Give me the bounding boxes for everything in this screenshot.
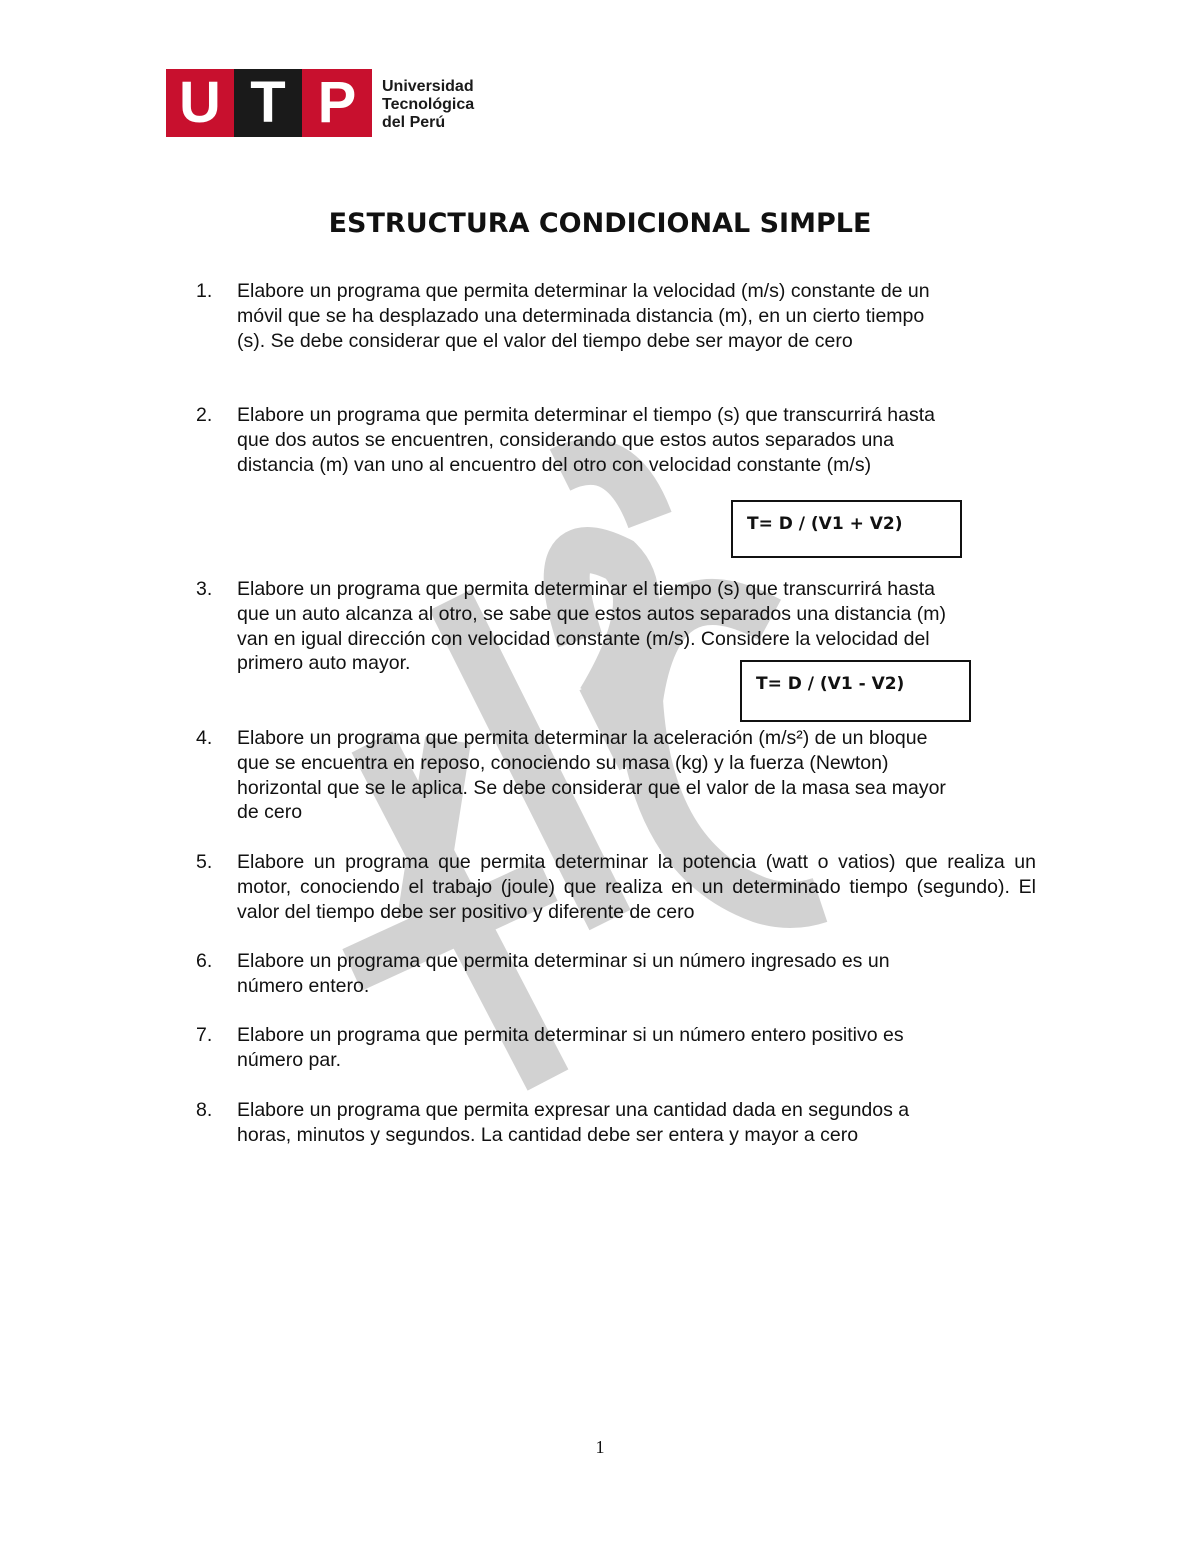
item-number: 3. (196, 578, 213, 600)
logo-name-line: Universidad (382, 78, 474, 95)
item-line: primero auto mayor. (237, 652, 411, 675)
logo-name-line: del Perú (382, 114, 446, 131)
formula-box-encounter: T= D / (V1 + V2) (731, 500, 962, 558)
item-text (237, 279, 1036, 353)
item-line: Elabore un programa que permita determinar si un número ingresado es un (237, 950, 890, 972)
item-text (237, 1023, 1036, 1073)
item-number: 8. (196, 1099, 213, 1121)
exercise-item-5 (196, 850, 1036, 924)
item-line: Elabore un programa que permita expresar una cantidad dada en segundos a (237, 1099, 910, 1121)
page-number: 1 (595, 1437, 605, 1457)
item-text (237, 403, 1036, 477)
logo-university-name (382, 78, 474, 132)
item-number: 1. (196, 280, 213, 302)
item-number: 6. (196, 950, 213, 972)
item-line: número entero. (237, 974, 370, 997)
item-number: 5. (196, 851, 213, 873)
item-text (237, 1098, 1036, 1148)
item-line: móvil que se ha desplazado una determinada distancia (m), en un cierto tiempo (237, 304, 925, 327)
item-number: 2. (196, 404, 213, 426)
exercise-item-2 (196, 403, 1036, 477)
item-number: 7. (196, 1024, 213, 1046)
item-text: Elabore un programa que permita determinar la potencia (watt o vatios) que realiza un motor, conociendo el trabajo (joule) que realiza en un determinado tiempo (segundo). El valor del tiempo debe ser positivo y diferente de cero (237, 851, 1036, 923)
item-line: Elabore un programa que permita determinar el tiempo (s) que transcurrirá hasta (237, 404, 936, 426)
exercise-item-7 (196, 1023, 1036, 1073)
item-line: que se encuentra en reposo, conociendo su masa (kg) y la fuerza (Newton) (237, 751, 889, 774)
item-line: horas, minutos y segundos. La cantidad debe ser entera y mayor a cero (237, 1123, 859, 1146)
item-line: que dos autos se encuentren, considerando que estos autos separados una (237, 428, 894, 451)
logo-letter-p: P (302, 69, 372, 137)
document-title: ESTRUCTURA CONDICIONAL SIMPLE (328, 208, 872, 239)
exercise-item-4 (196, 726, 1036, 825)
utp-logo (166, 69, 476, 137)
item-text (237, 726, 1036, 825)
item-line: (s). Se debe considerar que el valor del tiempo debe ser mayor de cero (237, 329, 853, 352)
item-line: Elabore un programa que permita determinar el tiempo (s) que transcurrirá hasta (237, 578, 936, 600)
logo-letter-u: U (166, 69, 234, 137)
item-line: Elabore un programa que permita determinar si un número entero positivo es (237, 1024, 904, 1046)
item-line: distancia (m) van uno al encuentro del otro con velocidad constante (m/s) (237, 453, 872, 476)
formula-box-overtake: T= D / (V1 - V2) (740, 660, 971, 722)
item-line: Elabore un programa que permita determinar la aceleración (m/s²) de un bloque (237, 727, 928, 749)
item-line: que un auto alcanza al otro, se sabe que estos autos separados una distancia (m) (237, 602, 946, 625)
item-number: 4. (196, 727, 213, 749)
logo-letter-t: T (234, 69, 302, 137)
logo-name-line: Tecnológica (382, 96, 475, 113)
item-line: horizontal que se le aplica. Se debe considerar que el valor de la masa sea mayor (237, 776, 946, 799)
item-line: Elabore un programa que permita determinar la velocidad (m/s) constante de un (237, 280, 930, 302)
exercise-item-6 (196, 949, 1036, 999)
item-line: van en igual dirección con velocidad constante (m/s). Considere la velocidad del (237, 627, 930, 650)
item-text (237, 949, 1036, 999)
exercise-item-8 (196, 1098, 1036, 1148)
exercise-item-1 (196, 279, 1036, 353)
item-line: número par. (237, 1048, 342, 1071)
item-line: de cero (237, 801, 303, 824)
